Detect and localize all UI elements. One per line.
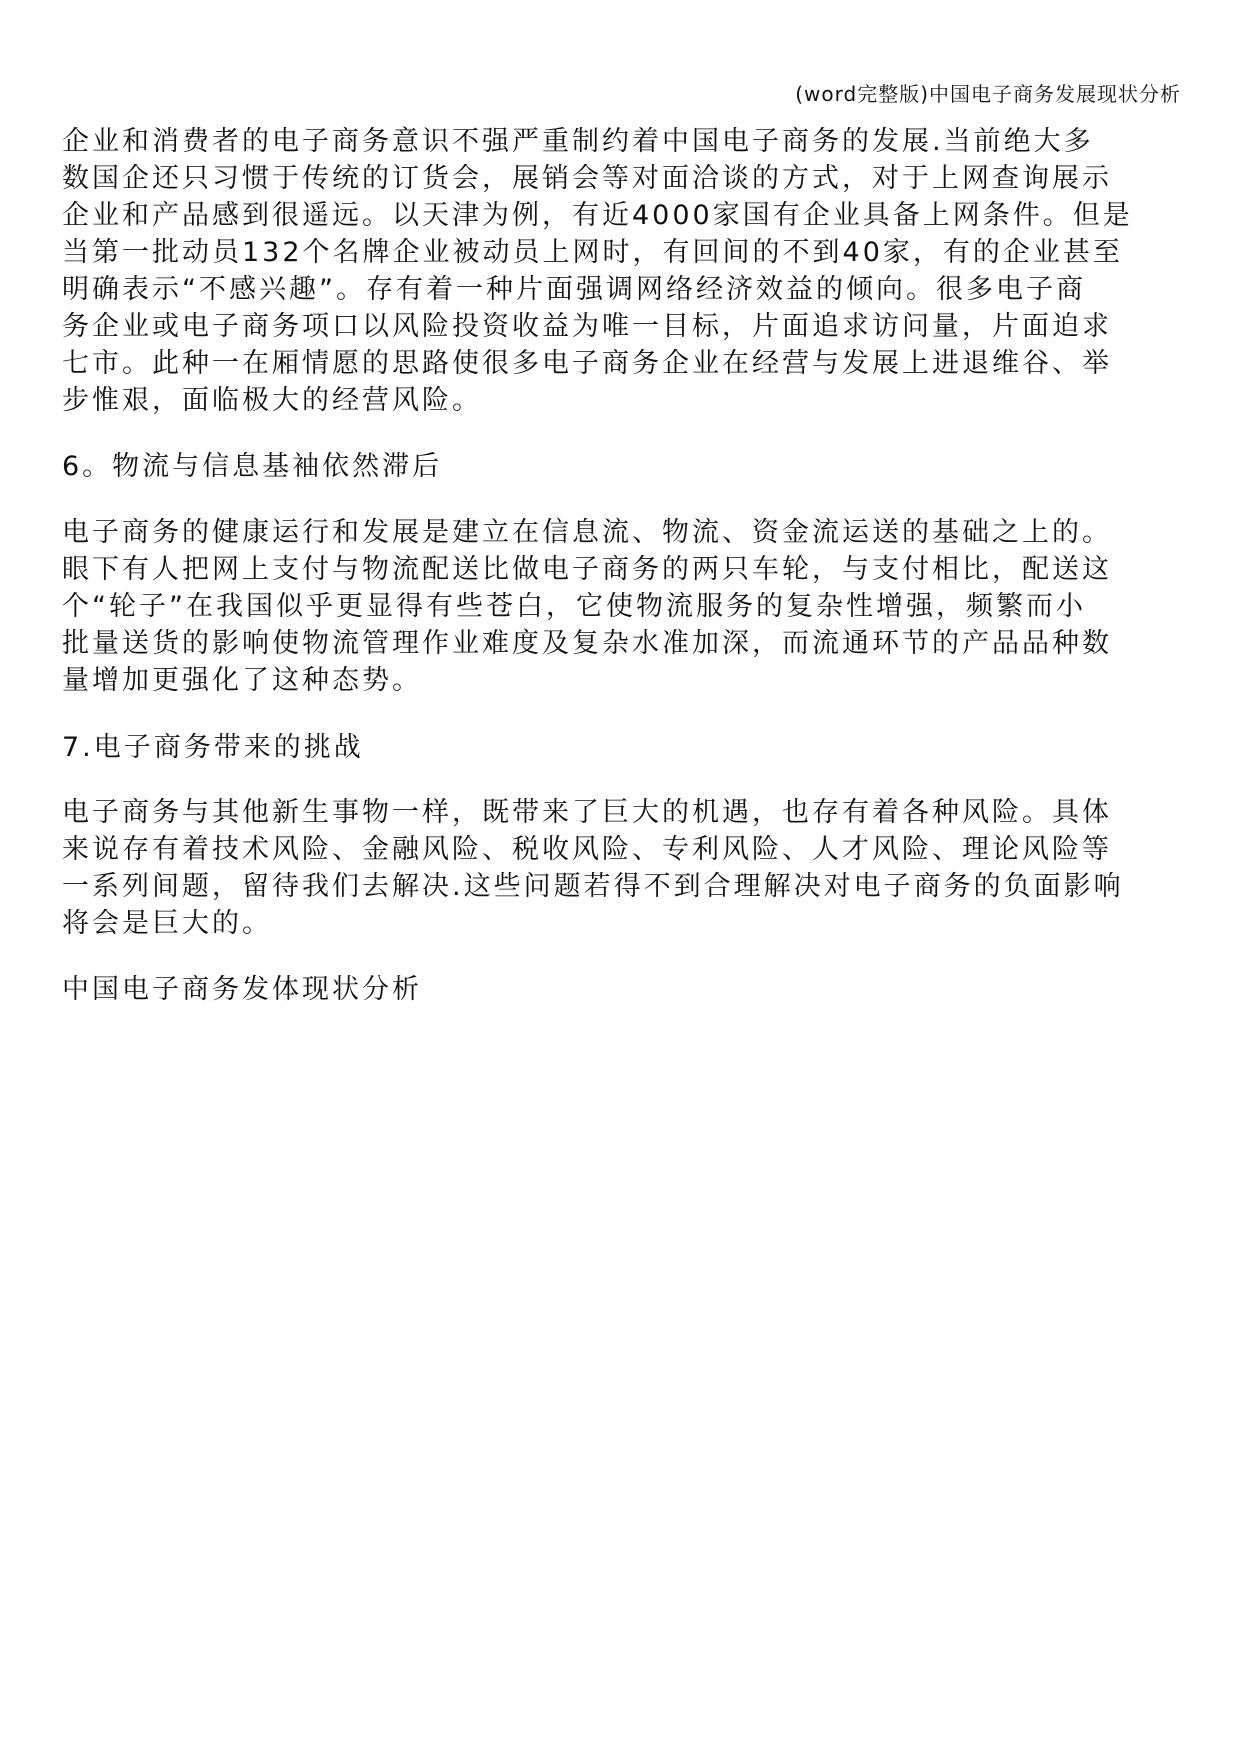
paragraph-2-line-3: 个“轮子”在我国似乎更显得有些苍白，它使物流服务的复杂性增强，频繁而小 [62,591,1086,622]
paragraph-2-line-4: 批量送货的影响使物流管理作业难度及复杂水准加深，而流通环节的产品品种数 [62,628,1112,659]
paragraph-3-line-4: 将会是巨大的。 [62,908,272,939]
paragraph-1-line-3: 企业和产品感到很遥远。以天津为例，有近4000家国有企业具备上网条件。但是 [62,200,1133,231]
paragraph-3-line-2: 来说存有着技术风险、金融风险、税收风险、专利风险、人才风险、理论风险等 [62,834,1112,865]
paragraph-3-line-3: 一系列间题，留待我们去解决.这些问题若得不到合理解决对电子商务的负面影响 [62,871,1124,902]
paragraph-1-line-4: 当第一批动员132个名牌企业被动员上网时，有回间的不到40家，有的企业甚至 [62,237,1123,268]
paragraph-1-line-8: 步惟艰，面临极大的经营风险。 [62,385,482,416]
paragraph-1-line-1: 企业和消费者的电子商务意识不强严重制约着中国电子商务的发展.当前绝大多 [62,126,1094,157]
paragraph-1-line-2: 数国企还只习惯于传统的订货会，展销会等对面洽谈的方式，对于上网查询展示 [62,163,1112,194]
paragraph-2-line-5: 量增加更强化了这种态势。 [62,665,422,696]
paragraph-1-line-6: 务企业或电子商务项口以风险投资收益为唯一目标，片面追求访问量，片面迫求 [62,311,1112,342]
closing-title: 中国电子商务发体现状分析 [62,974,422,1005]
section-heading-6: 6。物流与信息基袖依然滞后 [62,451,443,482]
page-header: (word完整版)中国电子商务发展现状分析 [795,82,1181,106]
paragraph-2-line-2: 眼下有人把网上支付与物流配送比做电子商务的两只车轮，与支付相比，配送这 [62,554,1112,585]
paragraph-1-line-7: 七市。此种一在厢情愿的思路使很多电子商务企业在经营与发展上进退维谷、举 [62,348,1112,379]
paragraph-1-line-5: 明确表示“不感兴趣”。存有着一种片面强调网络经济效益的倾向。很多电子商 [62,274,1086,305]
paragraph-3-line-1: 电子商务与其他新生事物一样，既带来了巨大的机遇，也存有着各种风险。具体 [62,797,1112,828]
paragraph-2-line-1: 电子商务的健康运行和发展是建立在信息流、物流、资金流运送的基础之上的。 [62,517,1112,548]
section-heading-7: 7.电子商务带来的挑战 [62,732,364,763]
